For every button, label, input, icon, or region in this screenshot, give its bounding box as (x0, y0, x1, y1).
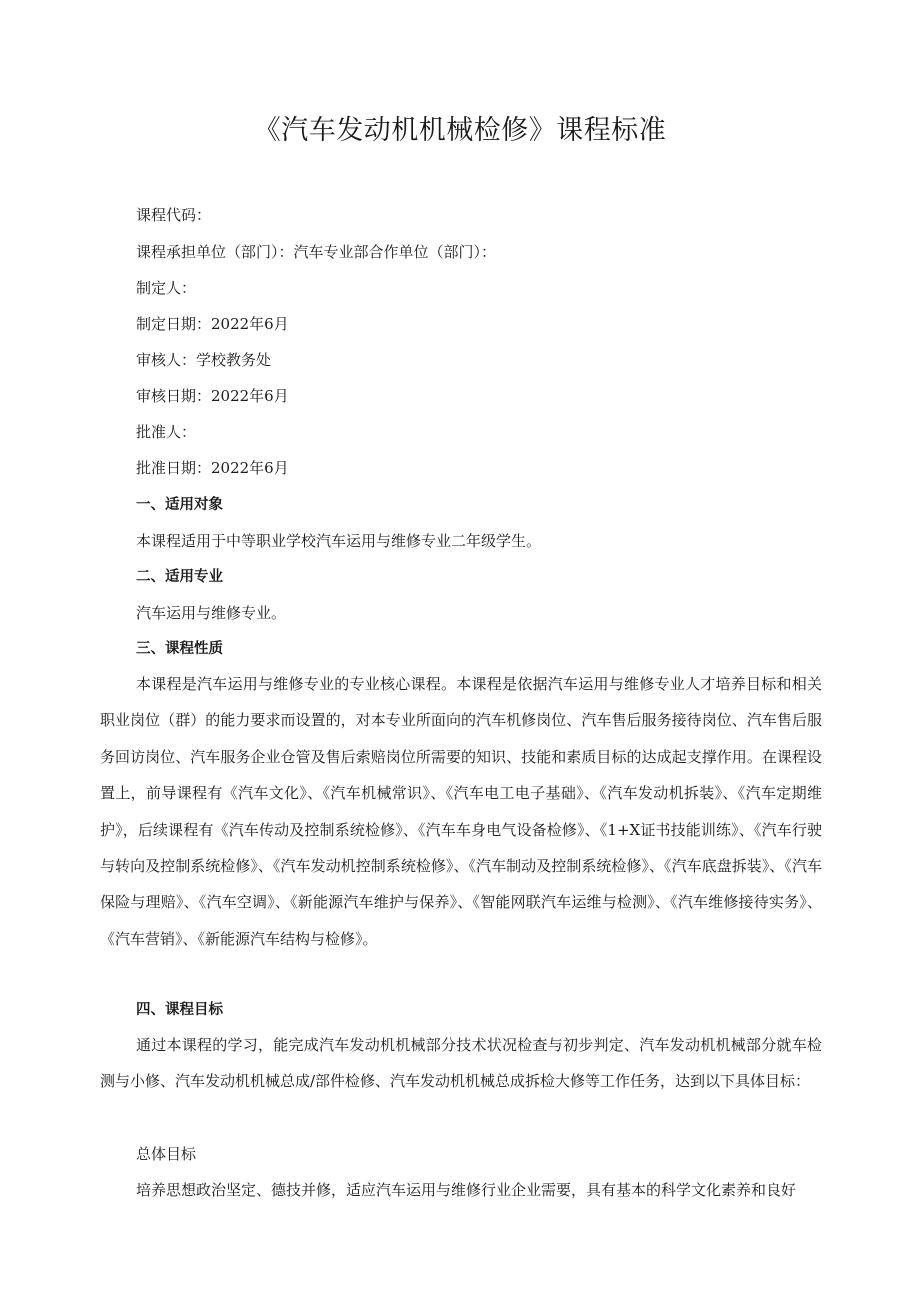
unit-line: 课程承担单位（部门）：汽车专业部合作单位（部门）： (136, 243, 497, 261)
section-heading: 四、课程目标 (136, 1002, 223, 1018)
subsection-heading: 总体目标 (136, 1145, 197, 1163)
section-paragraph: 通过本课程的学习，能完成汽车发动机机械部分技术状况检查与初步判定、汽车发动机机械部分就车检测与小修、汽车发动机机械总成/部件检修、汽车发动机机械总成拆检大修等工作任务，达到以下具体目标： (100, 1036, 822, 1091)
section-heading: 三、课程性质 (136, 641, 223, 657)
author-date-line: 制定日期：2022年6月 (136, 315, 289, 333)
course-code-line: 课程代码： (136, 206, 212, 224)
approver-line: 批准人： (136, 423, 197, 441)
section-heading: 一、适用对象 (136, 497, 223, 513)
reviewer-line: 审核人：学校教务处 (136, 351, 272, 369)
section-paragraph: 本课程是汽车运用与维修专业的专业核心课程。本课程是依据汽车运用与维修专业人才培养目标和相关职业岗位（群）的能力要求而设置的，对本专业所面向的汽车机修岗位、汽车售后服务接待岗位、汽车售后服务回访岗位、汽车服务企业仓管及售后索赔岗位所需要的知识、技能和素质目标的达成起支撑作用。在课程设置上，前导课程有《汽车文化》、《汽车机械常识》、《汽车电工电子基础》、《汽车发动机拆装》、《汽车定期维护》，后续课程有《汽车传动及控制系统检修》、《汽车车身电气设备检修》、《1+X证书技能训练》、《汽车行驶与转向及控制系统检修》、《汽车发动机控制系统检修》、《汽车制动及控制系统检修》、《汽车底盘拆装》、《汽车保险与理赔》、《汽车空调》、《新能源汽车维护与保养》、《智能网联汽车运维与检测》、《汽车维修接待实务》、《汽车营销》、《新能源汽车结构与检修》。 (100, 675, 822, 948)
review-date-line: 审核日期：2022年6月 (136, 387, 289, 405)
section-paragraph: 培养思想政治坚定、德技并修，适应汽车运用与维修行业企业需要，具有基本的科学文化素养和良好 (136, 1181, 797, 1199)
section-text: 汽车运用与维修专业。 (136, 604, 287, 622)
author-line: 制定人： (136, 279, 197, 297)
section-text: 本课程适用于中等职业学校汽车运用与维修专业二年级学生。 (136, 532, 542, 550)
document-title: 《汽车发动机机械检修》课程标准 (253, 115, 667, 146)
section-heading: 二、适用专业 (136, 569, 223, 585)
approve-date-line: 批准日期：2022年6月 (136, 459, 289, 477)
